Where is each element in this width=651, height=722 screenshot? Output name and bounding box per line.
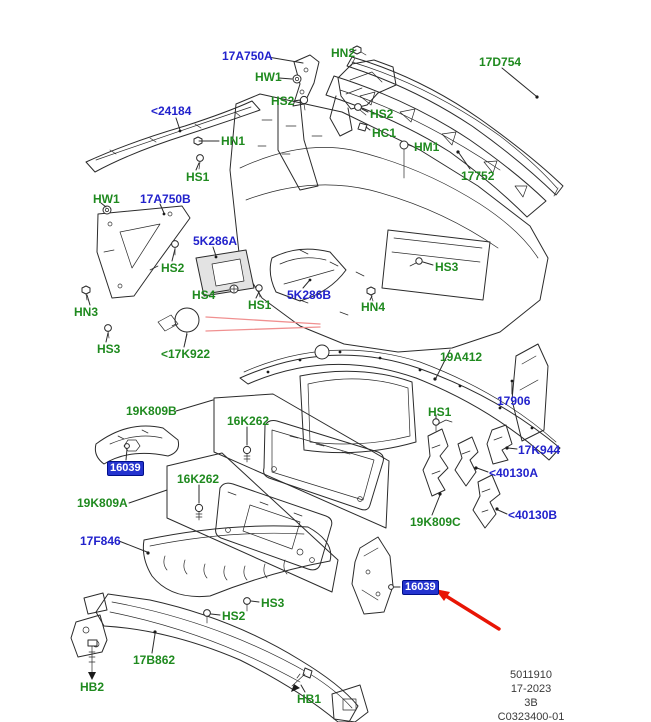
- callout-16039-highlighted[interactable]: 16039: [402, 580, 439, 595]
- drawing-code: C0323400-01: [497, 711, 565, 722]
- callout-17f846[interactable]: 17F846: [80, 534, 121, 548]
- callout-17a750a[interactable]: 17A750A: [222, 49, 273, 63]
- callout-16039-highlighted[interactable]: 16039: [107, 461, 144, 476]
- drawing-number: 5011910: [509, 669, 552, 681]
- callout-hs2[interactable]: HS2: [161, 261, 185, 275]
- callout-hm1[interactable]: HM1: [414, 140, 440, 154]
- callout-hs1[interactable]: HS1: [428, 405, 452, 419]
- callout-hs2[interactable]: HS2: [271, 94, 295, 108]
- callout-hn2[interactable]: HN2: [331, 46, 356, 60]
- callout-5k286a[interactable]: 5K286A: [193, 234, 238, 248]
- callout-hs3[interactable]: HS3: [97, 342, 121, 356]
- callout-hb2[interactable]: HB2: [80, 680, 105, 694]
- callout-17k944[interactable]: 17K944: [518, 443, 561, 457]
- callout-24184[interactable]: <24184: [151, 104, 192, 118]
- callout-hw1[interactable]: HW1: [93, 192, 120, 206]
- callout-40130b[interactable]: <40130B: [508, 508, 558, 522]
- callout-hs1[interactable]: HS1: [186, 170, 210, 184]
- callout-17k922[interactable]: <17K922: [161, 347, 211, 361]
- callout-hs2[interactable]: HS2: [370, 107, 394, 121]
- callout-16k262[interactable]: 16K262: [227, 414, 270, 428]
- callout-hs4[interactable]: HS4: [192, 288, 216, 302]
- callout-hb1[interactable]: HB1: [297, 692, 322, 706]
- drawing-sheet: 3B: [524, 697, 538, 709]
- callout-17752[interactable]: 17752: [461, 169, 495, 183]
- callout-hs3[interactable]: HS3: [261, 596, 285, 610]
- callout-hn3[interactable]: HN3: [74, 305, 99, 319]
- callout-hc1[interactable]: HC1: [372, 126, 397, 140]
- callout-16k262[interactable]: 16K262: [177, 472, 220, 486]
- callout-17a750b[interactable]: 17A750B: [140, 192, 191, 206]
- callout-40130a[interactable]: <40130A: [489, 466, 539, 480]
- callout-19k809a[interactable]: 19K809A: [77, 496, 128, 510]
- drawing-date: 17-2023: [510, 683, 552, 695]
- callout-17d754[interactable]: 17D754: [479, 55, 522, 69]
- callout-hn1[interactable]: HN1: [221, 134, 246, 148]
- drawing-reference-block: [470, 668, 592, 722]
- callout-17906[interactable]: 17906: [497, 394, 531, 408]
- callout-19k809c[interactable]: 19K809C: [410, 515, 461, 529]
- callout-hs1[interactable]: HS1: [248, 298, 272, 312]
- callout-hs3[interactable]: HS3: [435, 260, 459, 274]
- callout-hs2[interactable]: HS2: [222, 609, 246, 623]
- callout-19a412[interactable]: 19A412: [440, 350, 483, 364]
- callout-hn4[interactable]: HN4: [361, 300, 386, 314]
- callout-hw1[interactable]: HW1: [255, 70, 282, 84]
- callout-19k809b[interactable]: 19K809B: [126, 404, 177, 418]
- callout-17b862[interactable]: 17B862: [133, 653, 176, 667]
- callout-5k286b[interactable]: 5K286B: [287, 288, 332, 302]
